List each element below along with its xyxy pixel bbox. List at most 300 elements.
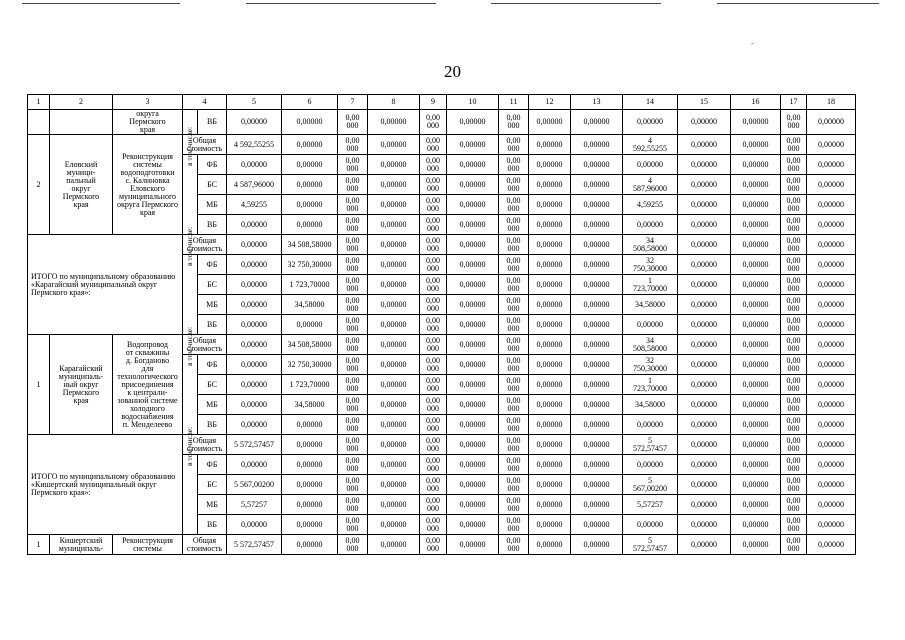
value-cell: 0,00000 — [678, 255, 731, 275]
value-cell: 0,00000 — [571, 295, 623, 315]
value-cell: 0,00000 — [282, 155, 338, 175]
value-cell: 0,00 000 — [338, 295, 368, 315]
value-cell: 0,00000 — [529, 355, 571, 375]
value-cell: 0,00 000 — [781, 315, 807, 335]
value-cell: 0,00000 — [529, 515, 571, 535]
value-cell: 4 587,96000 — [623, 175, 678, 195]
value-cell: 0,00000 — [571, 255, 623, 275]
source-cell: МБ — [198, 495, 227, 515]
value-cell: 0,00000 — [571, 475, 623, 495]
source-cell: ВБ — [198, 315, 227, 335]
total-label: ИТОГО по муниципальному образованию «Кишертский муниципальный округ Пермского края»: — [28, 435, 183, 535]
value-cell: 0,00000 — [227, 315, 282, 335]
value-cell: 0,00000 — [731, 255, 781, 275]
value-cell: 0,00 000 — [338, 495, 368, 515]
value-cell: 0,00000 — [678, 110, 731, 135]
value-cell: 0,00000 — [678, 155, 731, 175]
value-cell: 0,00000 — [529, 275, 571, 295]
value-cell: 0,00000 — [731, 335, 781, 355]
source-cell: МБ — [198, 295, 227, 315]
value-cell: 0,00 000 — [781, 255, 807, 275]
value-cell: 0,00 000 — [781, 535, 807, 555]
value-cell: 0,00000 — [731, 155, 781, 175]
value-cell: 0,00000 — [227, 395, 282, 415]
value-cell: 0,00000 — [571, 535, 623, 555]
value-cell: 0,00000 — [731, 535, 781, 555]
value-cell: 0,00000 — [731, 355, 781, 375]
value-cell: 0,00000 — [447, 475, 499, 495]
value-cell: 0,00000 — [623, 155, 678, 175]
value-cell: 0,00000 — [368, 315, 420, 335]
value-cell: 0,00 000 — [499, 415, 529, 435]
column-header: 18 — [807, 95, 856, 110]
value-cell: 34,58000 — [623, 395, 678, 415]
value-cell: 0,00000 — [447, 255, 499, 275]
value-cell: 0,00 000 — [781, 235, 807, 255]
value-cell: 0,00000 — [571, 315, 623, 335]
value-cell: 0,00 000 — [338, 435, 368, 455]
source-cell: Общая стоимость — [183, 135, 227, 155]
source-cell: ВБ — [198, 110, 227, 135]
value-cell: 0,00000 — [368, 335, 420, 355]
value-cell: 0,00000 — [447, 355, 499, 375]
value-cell: 0,00000 — [623, 215, 678, 235]
value-cell: 0,00000 — [678, 515, 731, 535]
value-cell: 0,00000 — [731, 295, 781, 315]
value-cell: 0,00000 — [368, 295, 420, 315]
value-cell: 0,00 000 — [420, 275, 447, 295]
financing-table — [27, 94, 856, 555]
value-cell: 0,00000 — [282, 215, 338, 235]
value-cell: 0,00 000 — [781, 275, 807, 295]
value-cell: 0,00000 — [807, 535, 856, 555]
value-cell: 0,00 000 — [338, 395, 368, 415]
source-cell: Общая стоимость — [183, 335, 227, 355]
value-cell: 0,00000 — [731, 315, 781, 335]
column-header: 5 — [227, 95, 282, 110]
value-cell: 5,57257 — [623, 495, 678, 515]
value-cell: 0,00000 — [807, 275, 856, 295]
table-row — [28, 110, 856, 135]
value-cell: 0,00 000 — [420, 195, 447, 215]
value-cell: 0,00000 — [529, 175, 571, 195]
value-cell: 0,00 000 — [338, 255, 368, 275]
value-cell: 0,00000 — [529, 195, 571, 215]
value-cell: 0,00 000 — [338, 195, 368, 215]
top-border-left — [22, 3, 180, 4]
column-header: 4 — [183, 95, 227, 110]
value-cell: 0,00000 — [447, 455, 499, 475]
value-cell: 0,00 000 — [420, 155, 447, 175]
source-cell: ФБ — [198, 355, 227, 375]
value-cell: 4 587,96000 — [227, 175, 282, 195]
value-cell: 0,00000 — [447, 295, 499, 315]
value-cell: 0,00000 — [368, 235, 420, 255]
source-cell: БС — [198, 375, 227, 395]
value-cell: 0,00 000 — [420, 495, 447, 515]
value-cell: 0,00000 — [447, 315, 499, 335]
value-cell: 0,00 000 — [499, 135, 529, 155]
value-cell: 5 572,57457 — [623, 435, 678, 455]
top-border-right — [717, 3, 879, 4]
source-cell: ФБ — [198, 255, 227, 275]
value-cell: 0,00000 — [447, 435, 499, 455]
value-cell: 0,00000 — [529, 335, 571, 355]
value-cell: 0,00000 — [678, 335, 731, 355]
value-cell: 1 723,70000 — [623, 375, 678, 395]
value-cell: 0,00000 — [807, 455, 856, 475]
value-cell: 0,00000 — [678, 415, 731, 435]
value-cell: 0,00000 — [282, 315, 338, 335]
value-cell: 0,00 000 — [420, 535, 447, 555]
value-cell: 32 750,30000 — [282, 355, 338, 375]
value-cell: 0,00 000 — [499, 395, 529, 415]
value-cell: 4 592,55255 — [623, 135, 678, 155]
value-cell: 0,00000 — [368, 375, 420, 395]
value-cell: 0,00 000 — [420, 415, 447, 435]
value-cell: 0,00000 — [731, 495, 781, 515]
value-cell: 0,00 000 — [338, 335, 368, 355]
value-cell: 0,00000 — [368, 395, 420, 415]
value-cell: 0,00 000 — [781, 135, 807, 155]
column-header: 7 — [338, 95, 368, 110]
source-cell: БС — [198, 275, 227, 295]
value-cell: 0,00000 — [807, 295, 856, 315]
table-row — [28, 235, 856, 255]
value-cell: 1 723,70000 — [623, 275, 678, 295]
value-cell: 0,00000 — [571, 195, 623, 215]
value-cell: 0,00 000 — [499, 215, 529, 235]
value-cell: 0,00000 — [731, 395, 781, 415]
value-cell: 0,00000 — [447, 110, 499, 135]
number-cell: 1 — [28, 335, 50, 435]
value-cell: 0,00000 — [807, 175, 856, 195]
value-cell: 0,00000 — [571, 355, 623, 375]
value-cell: 0,00000 — [571, 335, 623, 355]
value-cell: 0,00000 — [807, 135, 856, 155]
value-cell: 0,00000 — [227, 455, 282, 475]
column-header: 17 — [781, 95, 807, 110]
value-cell: 0,00000 — [731, 110, 781, 135]
value-cell: 0,00000 — [529, 395, 571, 415]
value-cell: 0,00000 — [368, 110, 420, 135]
value-cell: 4 592,55255 — [227, 135, 282, 155]
value-cell: 0,00000 — [529, 415, 571, 435]
value-cell: 0,00000 — [678, 375, 731, 395]
value-cell: 0,00000 — [807, 335, 856, 355]
value-cell: 0,00 000 — [781, 110, 807, 135]
table-row — [28, 435, 856, 455]
value-cell: 0,00 000 — [420, 175, 447, 195]
value-cell: 0,00 000 — [338, 175, 368, 195]
value-cell: 4,59255 — [227, 195, 282, 215]
source-cell: Общая стоимость — [183, 235, 227, 255]
value-cell: 0,00 000 — [338, 375, 368, 395]
value-cell: 5 572,57457 — [227, 535, 282, 555]
value-cell: 0,00000 — [571, 375, 623, 395]
value-cell: 34 508,58000 — [282, 335, 338, 355]
value-cell: 0,00000 — [368, 155, 420, 175]
value-cell: 0,00000 — [447, 135, 499, 155]
table-header-row — [28, 95, 856, 110]
value-cell: 0,00000 — [678, 395, 731, 415]
value-cell: 0,00 000 — [781, 495, 807, 515]
value-cell: 32 750,30000 — [282, 255, 338, 275]
value-cell: 0,00 000 — [338, 235, 368, 255]
value-cell: 0,00000 — [447, 495, 499, 515]
value-cell: 0,00000 — [571, 235, 623, 255]
value-cell: 0,00 000 — [499, 355, 529, 375]
value-cell: 5 572,57457 — [623, 535, 678, 555]
value-cell: 0,00 000 — [420, 295, 447, 315]
value-cell: 5 567,00200 — [623, 475, 678, 495]
value-cell: 0,00 000 — [781, 375, 807, 395]
number-cell: 1 — [28, 535, 50, 555]
value-cell: 0,00000 — [678, 435, 731, 455]
value-cell: 0,00000 — [447, 395, 499, 415]
source-cell: Общая стоимость — [183, 435, 227, 455]
value-cell: 0,00000 — [529, 110, 571, 135]
value-cell: 0,00000 — [678, 535, 731, 555]
top-border-mid2 — [491, 3, 661, 4]
top-border-mid — [246, 3, 436, 4]
column-header: 9 — [420, 95, 447, 110]
value-cell: 0,00 000 — [338, 315, 368, 335]
value-cell: 0,00000 — [368, 135, 420, 155]
value-cell: 0,00000 — [368, 195, 420, 215]
value-cell: 0,00 000 — [781, 335, 807, 355]
value-cell: 0,00 000 — [420, 395, 447, 415]
value-cell: 0,00 000 — [781, 175, 807, 195]
column-header: 1 — [28, 95, 50, 110]
value-cell: 0,00 000 — [420, 475, 447, 495]
value-cell: 0,00000 — [678, 495, 731, 515]
value-cell: 34,58000 — [282, 295, 338, 315]
value-cell: 0,00000 — [529, 135, 571, 155]
value-cell: 0,00000 — [529, 475, 571, 495]
value-cell: 0,00000 — [282, 495, 338, 515]
municipality-cell: Еловский муници- пальный округ Пермского края — [50, 135, 113, 235]
column-header: 2 — [50, 95, 113, 110]
value-cell: 0,00000 — [447, 335, 499, 355]
municipality-cell — [50, 110, 113, 135]
value-cell: 0,00000 — [571, 455, 623, 475]
column-header: 16 — [731, 95, 781, 110]
value-cell: 0,00000 — [678, 175, 731, 195]
value-cell: 0,00000 — [731, 435, 781, 455]
value-cell: 0,00000 — [368, 275, 420, 295]
value-cell: 0,00000 — [368, 435, 420, 455]
column-header: 11 — [499, 95, 529, 110]
value-cell: 0,00 000 — [420, 135, 447, 155]
value-cell: 0,00 000 — [499, 375, 529, 395]
source-cell: ВБ — [198, 515, 227, 535]
value-cell: 0,00000 — [282, 135, 338, 155]
value-cell: 32 750,30000 — [623, 355, 678, 375]
value-cell: 0,00000 — [571, 175, 623, 195]
value-cell: 0,00 000 — [420, 255, 447, 275]
column-header: 8 — [368, 95, 420, 110]
value-cell: 0,00000 — [227, 155, 282, 175]
column-header: 6 — [282, 95, 338, 110]
in-that-number-label: в том числе: — [183, 455, 198, 535]
value-cell: 0,00000 — [731, 275, 781, 295]
value-cell: 0,00 000 — [499, 155, 529, 175]
value-cell: 0,00000 — [227, 110, 282, 135]
value-cell: 0,00000 — [282, 195, 338, 215]
source-cell: ВБ — [198, 215, 227, 235]
value-cell: 0,00 000 — [499, 315, 529, 335]
value-cell: 0,00000 — [678, 235, 731, 255]
column-header: 13 — [571, 95, 623, 110]
value-cell: 0,00000 — [447, 375, 499, 395]
value-cell: 0,00000 — [227, 215, 282, 235]
value-cell: 0,00000 — [807, 215, 856, 235]
corner-mark: - — [751, 39, 754, 48]
value-cell: 0,00000 — [368, 535, 420, 555]
value-cell: 0,00000 — [678, 315, 731, 335]
table-row — [28, 135, 856, 155]
value-cell: 0,00000 — [678, 215, 731, 235]
source-cell: ФБ — [198, 455, 227, 475]
value-cell: 0,00000 — [282, 175, 338, 195]
value-cell: 0,00000 — [807, 395, 856, 415]
value-cell: 0,00000 — [571, 435, 623, 455]
value-cell: 0,00000 — [447, 195, 499, 215]
value-cell: 0,00000 — [368, 455, 420, 475]
value-cell: 0,00000 — [678, 135, 731, 155]
in-that-number-label: в том числе: — [183, 355, 198, 435]
value-cell: 0,00000 — [282, 535, 338, 555]
value-cell: 0,00000 — [227, 335, 282, 355]
value-cell: 0,00000 — [571, 155, 623, 175]
value-cell: 0,00000 — [807, 255, 856, 275]
value-cell: 34,58000 — [623, 295, 678, 315]
value-cell: 0,00000 — [731, 195, 781, 215]
value-cell: 0,00000 — [447, 275, 499, 295]
value-cell: 0,00000 — [368, 495, 420, 515]
value-cell: 0,00 000 — [338, 455, 368, 475]
source-cell: МБ — [198, 395, 227, 415]
value-cell: 34,58000 — [282, 395, 338, 415]
value-cell: 0,00000 — [678, 475, 731, 495]
value-cell: 0,00000 — [807, 235, 856, 255]
value-cell: 0,00000 — [571, 395, 623, 415]
value-cell: 0,00000 — [731, 215, 781, 235]
value-cell: 0,00 000 — [499, 515, 529, 535]
value-cell: 0,00000 — [731, 475, 781, 495]
municipality-cell: Карагайский муниципаль- ный округ Пермского края — [50, 335, 113, 435]
value-cell: 0,00000 — [807, 195, 856, 215]
value-cell: 0,00000 — [678, 355, 731, 375]
total-label: ИТОГО по муниципальному образованию «Карагайский муниципальный округ Пермского края»: — [28, 235, 183, 335]
value-cell: 0,00000 — [807, 435, 856, 455]
value-cell: 0,00 000 — [338, 155, 368, 175]
value-cell: 0,00000 — [807, 355, 856, 375]
value-cell: 0,00000 — [368, 415, 420, 435]
value-cell: 0,00 000 — [338, 475, 368, 495]
value-cell: 0,00000 — [447, 415, 499, 435]
value-cell: 0,00 000 — [420, 435, 447, 455]
value-cell: 32 750,30000 — [623, 255, 678, 275]
value-cell: 5 567,00200 — [227, 475, 282, 495]
column-header: 10 — [447, 95, 499, 110]
value-cell: 0,00 000 — [499, 335, 529, 355]
value-cell: 0,00000 — [368, 475, 420, 495]
value-cell: 0,00000 — [623, 315, 678, 335]
value-cell: 0,00 000 — [420, 235, 447, 255]
value-cell: 0,00 000 — [338, 275, 368, 295]
value-cell: 34 508,58000 — [623, 335, 678, 355]
value-cell: 0,00 000 — [420, 515, 447, 535]
value-cell: 0,00000 — [678, 275, 731, 295]
value-cell: 0,00 000 — [499, 175, 529, 195]
value-cell: 0,00000 — [623, 110, 678, 135]
number-cell: 2 — [28, 135, 50, 235]
value-cell: 0,00000 — [529, 455, 571, 475]
value-cell: 0,00000 — [368, 255, 420, 275]
value-cell: 0,00000 — [731, 455, 781, 475]
value-cell: 0,00 000 — [338, 110, 368, 135]
value-cell: 0,00000 — [447, 175, 499, 195]
value-cell: 0,00 000 — [338, 355, 368, 375]
value-cell: 0,00000 — [529, 155, 571, 175]
value-cell: 0,00000 — [571, 110, 623, 135]
value-cell: 0,00 000 — [420, 375, 447, 395]
column-header: 15 — [678, 95, 731, 110]
value-cell: 0,00000 — [807, 155, 856, 175]
value-cell: 0,00000 — [807, 315, 856, 335]
value-cell: 0,00000 — [807, 515, 856, 535]
value-cell: 0,00 000 — [499, 195, 529, 215]
value-cell: 0,00000 — [571, 275, 623, 295]
value-cell: 0,00000 — [368, 355, 420, 375]
value-cell: 0,00000 — [529, 495, 571, 515]
value-cell: 5,57257 — [227, 495, 282, 515]
value-cell: 0,00 000 — [499, 495, 529, 515]
value-cell: 0,00000 — [731, 175, 781, 195]
value-cell: 0,00000 — [227, 275, 282, 295]
value-cell: 0,00000 — [571, 415, 623, 435]
source-cell: БС — [198, 475, 227, 495]
value-cell: 0,00000 — [368, 215, 420, 235]
value-cell: 0,00 000 — [499, 110, 529, 135]
value-cell: 0,00000 — [731, 235, 781, 255]
value-cell: 0,00 000 — [420, 110, 447, 135]
value-cell: 0,00 000 — [420, 455, 447, 475]
value-cell: 0,00 000 — [499, 535, 529, 555]
value-cell: 0,00000 — [282, 515, 338, 535]
object-cell: Реконструкция системы водоподготовки с. Калиновка Еловского муниципального округа Пермского края — [113, 135, 183, 235]
value-cell: 0,00000 — [368, 175, 420, 195]
value-cell: 0,00000 — [731, 375, 781, 395]
value-cell: 0,00 000 — [781, 295, 807, 315]
value-cell: 0,00 000 — [781, 475, 807, 495]
value-cell: 0,00000 — [529, 315, 571, 335]
value-cell: 0,00 000 — [338, 535, 368, 555]
value-cell: 1 723,70000 — [282, 275, 338, 295]
value-cell: 0,00 000 — [781, 455, 807, 475]
value-cell: 0,00000 — [227, 375, 282, 395]
table-row — [28, 335, 856, 355]
value-cell: 0,00 000 — [338, 415, 368, 435]
object-cell: округа Пермского края — [113, 110, 183, 135]
value-cell: 0,00 000 — [781, 155, 807, 175]
municipality-cell: Кишертский муниципаль- — [50, 535, 113, 555]
source-cell: МБ — [198, 195, 227, 215]
value-cell: 0,00 000 — [499, 235, 529, 255]
value-cell: 0,00 000 — [499, 275, 529, 295]
